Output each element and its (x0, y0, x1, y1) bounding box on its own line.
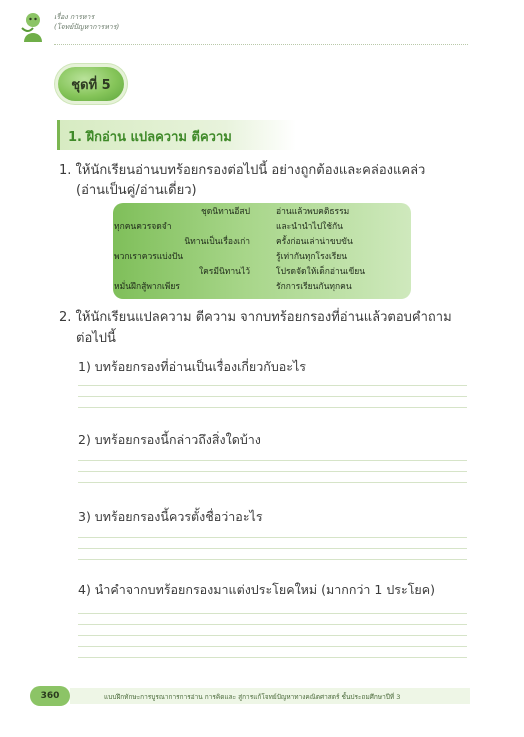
poem-line-5-left: ใครมีนิทานไว้ (198, 267, 250, 277)
answer-line[interactable] (78, 559, 467, 560)
poem-line-1-left: ชุดนิทานอีสป (201, 207, 250, 217)
answer-line[interactable] (78, 407, 467, 408)
poem-line-1-right: อ่านแล้วพบคติธรรม (276, 207, 350, 217)
subquestion-3: 3) บทร้อยกรองนี้ควรตั้งชื่อว่าอะไร (78, 509, 263, 524)
subquestion-2: 2) บทร้อยกรองนี้กล่าวถึงสิ่งใดบ้าง (78, 432, 261, 447)
footer-book-title: แบบฝึกทักษะการบูรณาการการอ่าน การคิดและ สู่การแก้โจทย์ปัญหาทางคณิตศาสตร์ ชั้นประถมศึกษาปีที่ 3 (104, 693, 401, 701)
question-2-line-1: 2. ให้นักเรียนแปลความ ตีความ จากบทร้อยกรองที่อ่านแล้วตอบคำถาม (59, 310, 452, 325)
answer-line[interactable] (78, 613, 467, 614)
answer-line[interactable] (78, 471, 467, 472)
poem-line-2-right: และนำนำไปใช้กัน (276, 222, 343, 232)
question-1-line-1: 1. ให้นักเรียนอ่านบทร้อยกรองต่อไปนี้ อย่างถูกต้องและคล่องแคล่ว (59, 163, 426, 178)
section-title: 1. ฝึกอ่าน แปลความ ตีความ (68, 130, 232, 145)
answer-line[interactable] (78, 482, 467, 483)
question-2-line-2: ต่อไปนี้ (76, 331, 116, 346)
question-1-line-2: (อ่านเป็นคู่/อ่านเดี่ยว) (76, 183, 197, 198)
page-number: 360 (30, 686, 70, 706)
answer-line[interactable] (78, 385, 467, 386)
poem-line-5-right: โปรดจัดให้เด็กอ่านเขียน (276, 267, 366, 277)
mascot-logo-icon (18, 10, 48, 44)
answer-line[interactable] (78, 624, 467, 625)
poem-line-3-left: นิทานเป็นเรื่องเก่า (184, 237, 250, 247)
header-chapter (54, 12, 119, 32)
answer-line[interactable] (78, 646, 467, 647)
set-badge: ชุดที่ 5 (58, 67, 124, 101)
header-chapter-title: เรื่อง การหาร (54, 13, 95, 21)
poem-line-4-left: พวกเราควรแบ่งปัน (114, 252, 184, 262)
answer-line[interactable] (78, 657, 467, 658)
header-subtitle: (โจทย์ปัญหาการหาร) (54, 23, 120, 31)
subquestion-4: 4) นำคำจากบทร้อยกรองมาแต่งประโยคใหม่ (มากกว่า 1 ประโยค) (78, 582, 435, 597)
poem-line-3-right: ครั้งก่อนเล่าน่าขบขัน (276, 237, 353, 247)
answer-line[interactable] (78, 460, 467, 461)
header-divider (54, 44, 468, 45)
answer-line[interactable] (78, 396, 467, 397)
subquestion-1: 1) บทร้อยกรองที่อ่านเป็นเรื่องเกี่ยวกับอะไร (78, 359, 306, 374)
answer-line[interactable] (78, 548, 467, 549)
poem-line-6-left: หมั่นฝึกสู้พากเพียร (114, 282, 180, 292)
poem-line-2-left: ทุกคนควรจดจำ (114, 222, 172, 232)
poem-line-4-right: รู้เท่ากันทุกโรงเรียน (276, 252, 348, 262)
answer-line[interactable] (78, 537, 467, 538)
poem-line-6-right: รักการเรียนกันทุกคน (276, 282, 352, 292)
answer-line[interactable] (78, 635, 467, 636)
